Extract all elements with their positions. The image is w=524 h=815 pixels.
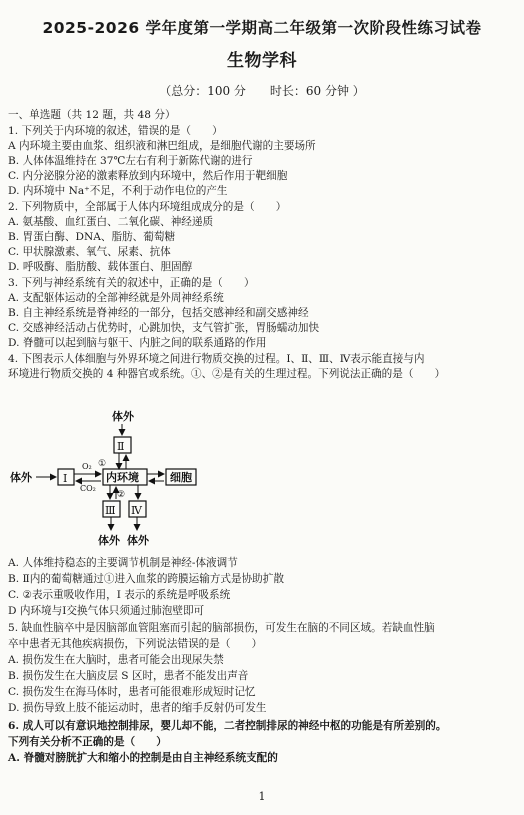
- q3-stem: 3. 下列与神经系统有关的叙述中，正确的是（ ）: [8, 277, 255, 289]
- q4-stem-line1: 4. 下图表示人体细胞与外界环境之间进行物质交换的过程。Ⅰ、Ⅱ、Ⅲ、Ⅳ表示能直接与内: [8, 353, 425, 365]
- process-1-label: ①: [98, 459, 107, 469]
- q4-option-c: C. ②表示重吸收作用，Ⅰ 表示的系统是呼吸系统: [8, 589, 231, 601]
- box-III-label: Ⅲ: [105, 504, 116, 517]
- q3-option-d: D. 脊髓可以起到脑与躯干、内脏之间的联系通路的作用: [8, 337, 267, 349]
- outside-left-label: 体外: [10, 471, 32, 484]
- box-I-label: Ⅰ: [63, 472, 68, 485]
- q1-stem: 1. 下列关于内环境的叙述，错误的是（ ）: [8, 125, 223, 137]
- q4-diagram: [0, 406, 524, 548]
- q2-stem: 2. 下列物质中，全部属于人体内环境组成成分的是（ ）: [8, 201, 287, 213]
- q6-stem-line1: 6. 成人可以有意识地控制排尿，婴儿却不能，二者控制排尿的神经中枢的功能是有所差别的。: [8, 720, 447, 732]
- q2-option-c: C. 甲状腺激素、氧气、尿素、抗体: [8, 246, 171, 258]
- q1-option-a: A 内环境主要由血浆、组织液和淋巴组成，是细胞代谢的主要场所: [8, 140, 316, 152]
- q2-option-b: B. 胃蛋白酶、DNA、脂肪、葡萄糖: [8, 231, 176, 243]
- internal-environment-label: 内环境: [106, 471, 139, 484]
- q6-option-a: A. 脊髓对膀胱扩大和缩小的控制是由自主神经系统支配的: [8, 752, 278, 764]
- q3-option-a: A. 支配躯体运动的全部神经就是外周神经系统: [8, 292, 224, 304]
- q2-option-d: D. 呼吸酶、脂肪酸、载体蛋白、胆固醇: [8, 261, 193, 273]
- q1-option-d: D. 内环境中 Na⁺不足，不利于动作电位的产生: [8, 185, 228, 197]
- box-II-label: Ⅱ: [117, 440, 125, 453]
- process-2-label: ②: [117, 490, 126, 500]
- q1-option-c: C. 内分泌腺分泌的激素释放到内环境中，然后作用于靶细胞: [8, 170, 288, 182]
- q5-option-b: B. 损伤发生在大脑皮层 S 区时，患者不能发出声音: [8, 670, 249, 682]
- q4-option-d: D 内环境与Ⅰ交换气体只须通过肺泡壁即可: [8, 605, 205, 617]
- q5-stem-line2: 卒中患者无其他疾病损伤，下列说法错误的是（ ）: [8, 638, 263, 650]
- q1-option-b: B. 人体体温维持在 37℃左右有利于新陈代谢的进行: [8, 155, 253, 167]
- q5-option-a: A. 损伤发生在大脑时，患者可能会出现尿失禁: [8, 654, 224, 666]
- q2-option-a: A. 氨基酸、血红蛋白、二氧化碳、神经递质: [8, 216, 214, 228]
- q5-option-c: C. 损伤发生在海马体时，患者可能很难形成短时记忆: [8, 686, 256, 698]
- q4-option-a: A. 人体维持稳态的主要调节机制是神经-体液调节: [8, 557, 238, 569]
- subject-title: 生物学科: [227, 51, 297, 71]
- cell-label: 细胞: [170, 471, 192, 484]
- o2-label: O₂: [82, 462, 92, 471]
- box-IV-label: Ⅳ: [131, 504, 142, 517]
- q5-option-d: D. 损伤导致上肢不能运动时，患者的缩手反射仍可发生: [8, 702, 267, 714]
- exam-meta: （总分：100 分 时长：60 分钟 ）: [159, 84, 365, 98]
- section-heading: 一、单选题（共 12 题，共 48 分）: [8, 109, 176, 121]
- exam-title: 2025-2026 学年度第一学期高二年级第一次阶段性练习试卷: [42, 19, 482, 37]
- q3-option-b: B. 自主神经系统是脊神经的一部分，包括交感神经和副交感神经: [8, 307, 309, 319]
- q3-option-c: C. 交感神经活动占优势时，心跳加快，支气管扩张，胃肠蠕动加快: [8, 322, 320, 334]
- outside-top-label: 体外: [112, 410, 134, 423]
- page-number: 1: [258, 790, 266, 803]
- co2-label: CO₂: [80, 484, 96, 493]
- q6-stem-line2: 下列有关分析不正确的是（ ）: [8, 736, 167, 748]
- outside-bottom-left-label: 体外: [98, 534, 120, 547]
- outside-bottom-right-label: 体外: [127, 534, 149, 547]
- q4-stem-line2: 环境进行物质交换的 4 种器官或系统。①、②是有关的生理过程。下列说法正确的是（ ）: [8, 368, 446, 380]
- q5-stem-line1: 5. 缺血性脑卒中是因脑部血管阻塞而引起的脑部损伤，可发生在脑的不同区域。若缺血性脑: [8, 622, 435, 634]
- q4-option-b: B. Ⅱ内的葡萄糖通过①进入血浆的跨膜运输方式是协助扩散: [8, 573, 284, 585]
